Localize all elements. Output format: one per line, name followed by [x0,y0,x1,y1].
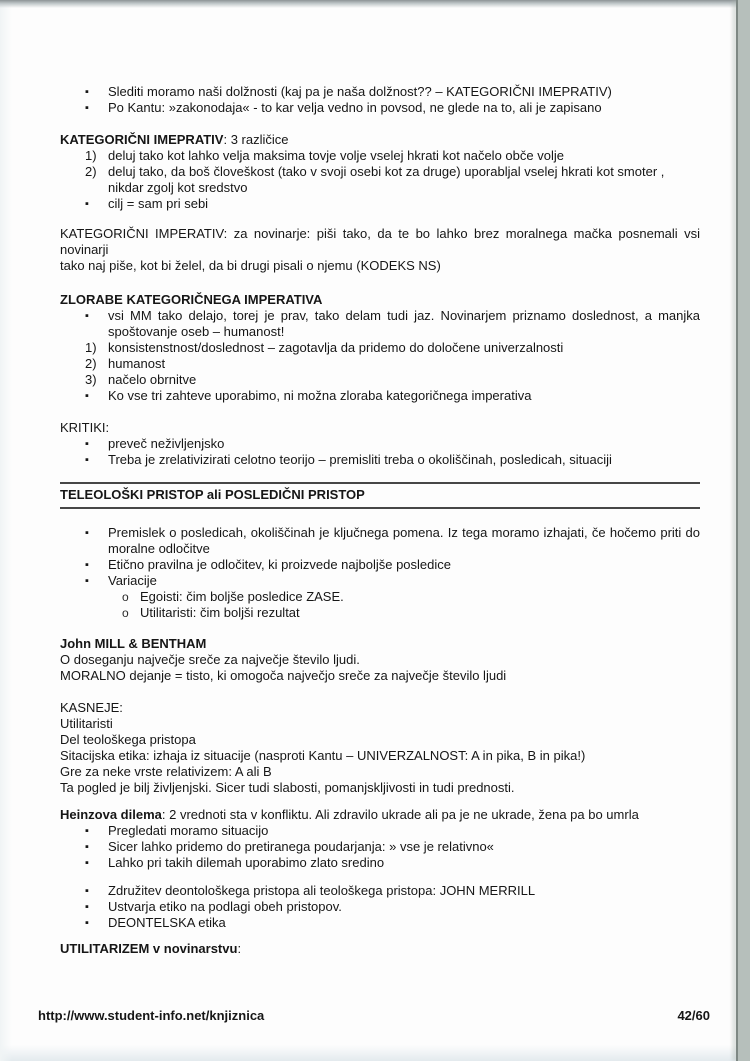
kritiki-bullet-list [60,436,700,468]
kasneje-line: KASNEJE: [60,700,123,715]
scan-edge-top [0,0,750,8]
section-heading-zlorabe: ZLORABE KATEGORIČNEGA IMPERATIVA [60,292,323,307]
page-number: 42/60 [677,1008,710,1023]
heinz-paragraph [60,807,700,823]
kritiki-label: KRITIKI: [60,420,110,435]
kasneje-line: Gre za neke vrste relativizem: A ali B [60,764,272,779]
page-content [60,84,700,957]
heinz-lead-rest: : 2 vrednoti sta v konfliktu. Ali zdravilo ukrade ali pa je ne ukrade, žena pa bo umrla [161,807,639,822]
heading-bold-text: KATEGORIČNI IMEPRATIV [60,132,224,147]
item-number: 3) [85,372,97,387]
numbered-item [60,148,700,164]
item-number: 2) [85,356,97,371]
kasneje-line: Ta pogled je bilj življenjski. Sicer tudi slabosti, pomanjskljivosti in tudi prednosti. [60,780,515,795]
kategoricni-bullet-list [60,196,700,212]
heading-rest-text: : 3 različice [223,132,289,147]
item-text: načelo obrnitve [108,372,197,387]
bullet-item: ▪ Etično pravilna je odločitev, ki proizvede najboljše posledice [60,557,700,573]
kasneje-block [60,700,700,796]
section-heading-teleoloski: TELEOLOŠKI PRISTOP ali POSLEDIČNI PRISTOP [60,482,700,509]
bullet-item: ▪ DEONTELSKA etika [60,915,700,931]
kasneje-line: Del teološkega pristopa [60,732,196,747]
bullet-item: ▪ Združitev deontološkega pristopa ali teološkega pristopa: JOHN MERRILL [60,883,700,899]
footer-url: http://www.student-info.net/knjiznica [38,1008,265,1023]
section-heading-mill: John MILL & BENTHAM [60,636,207,651]
bullet-item: ▪ Po Kantu: »zakonodaja« - to kar velja vedno in povsod, ne glede na to, ali je zapisano [60,100,700,116]
heinz-bullet-list [60,823,700,871]
numbered-item [60,372,700,388]
heinz-lead-bold: Heinzova dilema [60,807,162,822]
item-text: deluj tako kot lahko velja maksima tovje volje vselej hkrati kot načelo obče volje [108,148,564,163]
bullet-item: ▪ Treba je zrelativizirati celotno teorijo – premisliti treba o okoliščinah, posledicah, situaciji [60,452,700,468]
teleoloski-bullet-list [60,525,700,589]
bullet-item: ▪ vsi MM tako delajo, torej je prav, tako delam tudi jaz. Novinarjem priznamo doslednost, a manjka spoštovanje oseb – humanost! [60,308,700,340]
page-footer [38,1008,710,1024]
kasneje-line: Utilitaristi [60,716,113,731]
kasneje-line: Sitacijska etika: izhaja iz situacije (nasproti Kantu – UNIVERZALNOST: A in pika, B in pika!) [60,748,586,763]
bullet-item: ▪ Variacije [60,573,700,589]
bullet-item: ▪ cilj = sam pri sebi [60,196,700,212]
zlorabe-numbered-list [60,340,700,388]
variacije-sub-list [60,589,700,621]
item-text: humanost [108,356,166,371]
mill-line: O doseganju največje sreče za največje število ljudi. [60,652,360,667]
sub-bullet-item: o Utilitaristi: čim boljši rezultat [60,605,700,621]
intro-bullet-list [60,84,700,116]
novinarje-paragraph: KATEGORIČNI IMPERATIV: za novinarje: piši tako, da te bo lahko brez moralnega mačka posnemali vsi novinarji [60,226,700,257]
item-number: 2) [85,164,97,179]
item-text: konsistenstnost/doslednost – zagotavlja da pridemo do določene univerzalnosti [108,340,564,355]
scan-edge-bottom [0,1045,738,1061]
bullet-item: ▪ preveč neživljenjsko [60,436,700,452]
zlorabe-bullet-list [60,308,700,340]
heading-rest-text: : [237,941,242,956]
bullet-item: ▪ Slediti moramo naši dolžnosti (kaj pa je naša dolžnost?? – KATEGORIČNI IMEPRATIV) [60,84,700,100]
merrill-bullet-list [60,883,700,931]
zlorabe-bullet-list-2 [60,388,700,404]
numbered-item [60,164,700,196]
bullet-item: ▪ Ko vse tri zahteve uporabimo, ni možna zloraba kategoričnega imperativa [60,388,700,404]
section-heading-kategoricni [60,132,700,148]
bullet-item: ▪ Ustvarja etiko na podlagi obeh pristopov. [60,899,700,915]
bullet-item: ▪ Lahko pri takih dilemah uporabimo zlato sredino [60,855,700,871]
novinarje-paragraph-2: tako naj piše, kot bi želel, da bi drugi pisali o njemu (KODEKS NS) [60,258,441,273]
item-number: 1) [85,340,97,355]
item-number: 1) [85,148,97,163]
item-text: deluj tako, da boš človeškost (tako v svoji osebi kot za druge) uporabljal vselej hkrati kot smoter , nikdar zgolj kot sredstvo [108,164,665,195]
sub-bullet-item: o Egoisti: čim boljše posledice ZASE. [60,589,700,605]
bullet-item: ▪ Sicer lahko pridemo do pretiranega poudarjanja: » vse je relativno« [60,839,700,855]
mill-line: MORALNO dejanje = tisto, ki omogoča največjo sreče za največje število ljudi [60,668,507,683]
kategoricni-numbered-list [60,148,700,196]
bullet-item: ▪ Premislek o posledicah, okoliščinah je ključnega pomena. Iz tega moramo izhajati, če hočemo priti do moralne odločitve [60,525,700,557]
numbered-item [60,340,700,356]
numbered-item [60,356,700,372]
section-heading-utilitarizem [60,941,700,957]
bullet-item: ▪ Pregledati moramo situacijo [60,823,700,839]
heading-bold-text: UTILITARIZEM v novinarstvu [60,941,238,956]
scan-edge-left [0,0,12,1061]
scan-edge-right [736,0,750,1061]
